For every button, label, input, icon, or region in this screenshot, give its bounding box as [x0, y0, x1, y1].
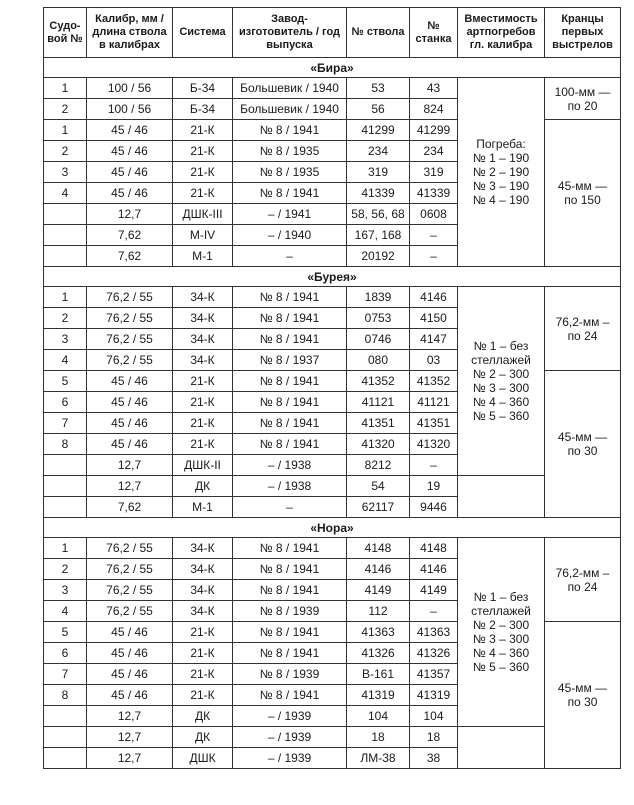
- cell-manufacturer: № 8 / 1935: [233, 162, 347, 183]
- cell-system: 21-К: [173, 141, 233, 162]
- cell-ship-number: 1: [44, 287, 87, 308]
- cell-barrel-number: 8212: [347, 455, 410, 476]
- cell-mount-number: 4147: [410, 329, 458, 350]
- cell-ship-number: [44, 706, 87, 727]
- cell-ready-ammo-main: 100-мм — по 20: [545, 78, 621, 120]
- cell-ready-ammo-secondary: 45-мм — по 30: [545, 622, 621, 769]
- cell-caliber: 45 / 46: [87, 392, 173, 413]
- cell-barrel-number: 62117: [347, 497, 410, 518]
- cell-mount-number: 03: [410, 350, 458, 371]
- cell-caliber: 76,2 / 55: [87, 350, 173, 371]
- cell-caliber: 76,2 / 55: [87, 601, 173, 622]
- cell-caliber: 100 / 56: [87, 99, 173, 120]
- cell-ship-number: 1: [44, 120, 87, 141]
- cell-caliber: 45 / 46: [87, 434, 173, 455]
- cell-system: Б-34: [173, 78, 233, 99]
- cell-ship-number: 3: [44, 162, 87, 183]
- cell-caliber: 76,2 / 55: [87, 287, 173, 308]
- cell-system: ДК: [173, 727, 233, 748]
- cell-ship-number: 4: [44, 183, 87, 204]
- cell-caliber: 45 / 46: [87, 120, 173, 141]
- cell-caliber: 76,2 / 55: [87, 329, 173, 350]
- cell-mount-number: 4146: [410, 287, 458, 308]
- cell-system: 21-К: [173, 392, 233, 413]
- cell-caliber: 45 / 46: [87, 141, 173, 162]
- cell-barrel-number: 41352: [347, 371, 410, 392]
- cell-barrel-number: В-161: [347, 664, 410, 685]
- header-ship-number: Судо-вой №: [44, 8, 87, 58]
- cell-system: ДШК-II: [173, 455, 233, 476]
- cell-caliber: 45 / 46: [87, 643, 173, 664]
- cell-system: ДК: [173, 706, 233, 727]
- cell-ship-number: 8: [44, 434, 87, 455]
- cell-mount-number: 4148: [410, 538, 458, 559]
- cell-system: 21-К: [173, 371, 233, 392]
- cell-ship-number: 1: [44, 538, 87, 559]
- cell-ship-number: 1: [44, 78, 87, 99]
- cell-caliber: 45 / 46: [87, 183, 173, 204]
- cell-manufacturer: № 8 / 1941: [233, 643, 347, 664]
- cell-mount-number: 319: [410, 162, 458, 183]
- cell-mount-number: –: [410, 225, 458, 246]
- cell-barrel-number: 41351: [347, 413, 410, 434]
- cell-mount-number: 38: [410, 748, 458, 769]
- cell-system: 21-К: [173, 120, 233, 141]
- cell-mount-number: 41319: [410, 685, 458, 706]
- cell-ship-number: 5: [44, 622, 87, 643]
- cell-manufacturer: № 8 / 1941: [233, 413, 347, 434]
- header-caliber: Калибр, мм / длина ствола в калибрах: [87, 8, 173, 58]
- cell-manufacturer: – / 1939: [233, 727, 347, 748]
- cell-manufacturer: № 8 / 1941: [233, 580, 347, 601]
- cell-barrel-number: 319: [347, 162, 410, 183]
- cell-manufacturer: – / 1938: [233, 476, 347, 497]
- cell-manufacturer: – / 1938: [233, 455, 347, 476]
- section-row: [44, 518, 621, 538]
- cell-caliber: 45 / 46: [87, 622, 173, 643]
- cell-system: 21-К: [173, 664, 233, 685]
- cell-manufacturer: № 8 / 1941: [233, 329, 347, 350]
- cell-caliber: 7,62: [87, 225, 173, 246]
- cell-ship-number: [44, 476, 87, 497]
- cell-system: 34-К: [173, 308, 233, 329]
- cell-mount-number: –: [410, 246, 458, 267]
- cell-caliber: 45 / 46: [87, 162, 173, 183]
- cell-mount-number: 234: [410, 141, 458, 162]
- cell-manufacturer: № 8 / 1941: [233, 538, 347, 559]
- cell-ready-ammo-secondary: 45-мм — по 150: [545, 120, 621, 267]
- cell-barrel-number: 080: [347, 350, 410, 371]
- cell-barrel-number: 53: [347, 78, 410, 99]
- cell-ship-number: 4: [44, 601, 87, 622]
- cell-barrel-number: 41320: [347, 434, 410, 455]
- cell-ship-number: [44, 727, 87, 748]
- cell-ship-number: 2: [44, 141, 87, 162]
- cell-ship-number: 3: [44, 329, 87, 350]
- cell-manufacturer: Большевик / 1940: [233, 99, 347, 120]
- cell-barrel-number: 41319: [347, 685, 410, 706]
- cell-magazine-capacity: № 1 – без стеллажей № 2 – 300 № 3 – 300 № 4 – 360 № 5 – 360: [458, 538, 545, 727]
- cell-system: 34-К: [173, 329, 233, 350]
- cell-empty: [458, 727, 545, 769]
- cell-caliber: 76,2 / 55: [87, 559, 173, 580]
- cell-system: 21-К: [173, 183, 233, 204]
- cell-manufacturer: Большевик / 1940: [233, 78, 347, 99]
- cell-ship-number: [44, 225, 87, 246]
- cell-barrel-number: 56: [347, 99, 410, 120]
- cell-ready-ammo-main: 76,2-мм – по 24: [545, 538, 621, 622]
- cell-manufacturer: – / 1939: [233, 748, 347, 769]
- cell-manufacturer: № 8 / 1941: [233, 685, 347, 706]
- cell-mount-number: 19: [410, 476, 458, 497]
- cell-mount-number: 41351: [410, 413, 458, 434]
- cell-system: 21-К: [173, 685, 233, 706]
- section-title: «Нора»: [44, 518, 621, 538]
- cell-manufacturer: № 8 / 1941: [233, 183, 347, 204]
- cell-system: 34-К: [173, 538, 233, 559]
- cell-mount-number: 41299: [410, 120, 458, 141]
- cell-system: 21-К: [173, 162, 233, 183]
- cell-caliber: 76,2 / 55: [87, 580, 173, 601]
- cell-system: М-1: [173, 497, 233, 518]
- cell-barrel-number: 4146: [347, 559, 410, 580]
- cell-system: ДК: [173, 476, 233, 497]
- cell-ship-number: 6: [44, 643, 87, 664]
- table-row: [44, 727, 621, 748]
- section-row: [44, 267, 621, 287]
- cell-barrel-number: 234: [347, 141, 410, 162]
- cell-ship-number: [44, 204, 87, 225]
- cell-manufacturer: № 8 / 1941: [233, 308, 347, 329]
- header-system: Система: [173, 8, 233, 58]
- cell-caliber: 7,62: [87, 246, 173, 267]
- cell-caliber: 12,7: [87, 204, 173, 225]
- cell-caliber: 45 / 46: [87, 371, 173, 392]
- cell-manufacturer: № 8 / 1935: [233, 141, 347, 162]
- cell-barrel-number: 58, 56, 68: [347, 204, 410, 225]
- header-ready-ammo: Кранцы первых выстрелов: [545, 8, 621, 58]
- cell-barrel-number: 112: [347, 601, 410, 622]
- cell-ready-ammo-main: 76,2-мм – по 24: [545, 287, 621, 371]
- header-mount-number: № станка: [410, 8, 458, 58]
- cell-mount-number: 104: [410, 706, 458, 727]
- cell-barrel-number: 167, 168: [347, 225, 410, 246]
- cell-caliber: 45 / 46: [87, 413, 173, 434]
- cell-barrel-number: 41339: [347, 183, 410, 204]
- cell-caliber: 45 / 46: [87, 664, 173, 685]
- cell-caliber: 12,7: [87, 748, 173, 769]
- cell-magazine-capacity: Погреба: № 1 – 190 № 2 – 190 № 3 – 190 № 4 – 190: [458, 78, 545, 267]
- cell-caliber: 12,7: [87, 706, 173, 727]
- cell-manufacturer: № 8 / 1941: [233, 392, 347, 413]
- cell-manufacturer: – / 1940: [233, 225, 347, 246]
- cell-system: 34-К: [173, 559, 233, 580]
- cell-mount-number: 41339: [410, 183, 458, 204]
- cell-ship-number: 5: [44, 371, 87, 392]
- cell-system: 34-К: [173, 350, 233, 371]
- cell-caliber: 45 / 46: [87, 685, 173, 706]
- cell-system: 34-К: [173, 287, 233, 308]
- table-row: [44, 538, 621, 559]
- cell-mount-number: 4149: [410, 580, 458, 601]
- cell-system: М-1: [173, 246, 233, 267]
- cell-manufacturer: № 8 / 1941: [233, 371, 347, 392]
- cell-barrel-number: 20192: [347, 246, 410, 267]
- cell-mount-number: 4150: [410, 308, 458, 329]
- table-row: [44, 287, 621, 308]
- cell-system: 21-К: [173, 643, 233, 664]
- cell-manufacturer: № 8 / 1941: [233, 559, 347, 580]
- cell-mount-number: 41357: [410, 664, 458, 685]
- cell-ship-number: 3: [44, 580, 87, 601]
- cell-system: 21-К: [173, 622, 233, 643]
- table-row: [44, 78, 621, 99]
- cell-manufacturer: – / 1939: [233, 706, 347, 727]
- section-title: «Бурея»: [44, 267, 621, 287]
- cell-ship-number: [44, 748, 87, 769]
- cell-ship-number: 7: [44, 664, 87, 685]
- section-row: [44, 58, 621, 78]
- cell-manufacturer: № 8 / 1941: [233, 434, 347, 455]
- cell-ready-ammo-secondary: 45-мм — по 30: [545, 371, 621, 518]
- cell-caliber: 12,7: [87, 455, 173, 476]
- cell-mount-number: 41320: [410, 434, 458, 455]
- cell-barrel-number: 41363: [347, 622, 410, 643]
- header-manufacturer: Завод-изготовитель / год выпуска: [233, 8, 347, 58]
- cell-mount-number: 41121: [410, 392, 458, 413]
- cell-magazine-capacity: № 1 – без стеллажей № 2 – 300 № 3 – 300 № 4 – 360 № 5 – 360: [458, 287, 545, 476]
- cell-caliber: 100 / 56: [87, 78, 173, 99]
- cell-barrel-number: 104: [347, 706, 410, 727]
- cell-barrel-number: 1839: [347, 287, 410, 308]
- cell-mount-number: 824: [410, 99, 458, 120]
- cell-ship-number: 6: [44, 392, 87, 413]
- cell-mount-number: 9446: [410, 497, 458, 518]
- cell-system: 34-К: [173, 580, 233, 601]
- cell-caliber: 12,7: [87, 727, 173, 748]
- cell-ship-number: [44, 246, 87, 267]
- section-title: «Бира»: [44, 58, 621, 78]
- cell-caliber: 76,2 / 55: [87, 308, 173, 329]
- cell-barrel-number: 41326: [347, 643, 410, 664]
- cell-barrel-number: 4148: [347, 538, 410, 559]
- cell-barrel-number: 4149: [347, 580, 410, 601]
- header-row: [44, 8, 621, 58]
- cell-ship-number: 2: [44, 308, 87, 329]
- cell-manufacturer: № 8 / 1941: [233, 120, 347, 141]
- cell-system: ДШК: [173, 748, 233, 769]
- cell-system: М-IV: [173, 225, 233, 246]
- header-barrel-number: № ствола: [347, 8, 410, 58]
- table-row: [44, 476, 621, 497]
- cell-system: ДШК-III: [173, 204, 233, 225]
- cell-mount-number: 18: [410, 727, 458, 748]
- cell-manufacturer: – / 1941: [233, 204, 347, 225]
- cell-mount-number: 41326: [410, 643, 458, 664]
- cell-manufacturer: № 8 / 1937: [233, 350, 347, 371]
- cell-barrel-number: 0746: [347, 329, 410, 350]
- cell-barrel-number: 18: [347, 727, 410, 748]
- cell-manufacturer: № 8 / 1941: [233, 622, 347, 643]
- cell-system: 21-К: [173, 434, 233, 455]
- cell-caliber: 12,7: [87, 476, 173, 497]
- cell-mount-number: 43: [410, 78, 458, 99]
- cell-manufacturer: –: [233, 497, 347, 518]
- cell-mount-number: –: [410, 455, 458, 476]
- cell-barrel-number: 41299: [347, 120, 410, 141]
- cell-system: 34-К: [173, 601, 233, 622]
- cell-mount-number: –: [410, 601, 458, 622]
- cell-mount-number: 4146: [410, 559, 458, 580]
- header-magazine-capacity: Вместимость артпогребов гл. калибра: [458, 8, 545, 58]
- cell-mount-number: 0608: [410, 204, 458, 225]
- cell-ship-number: 7: [44, 413, 87, 434]
- armament-table: [43, 7, 621, 769]
- cell-manufacturer: № 8 / 1939: [233, 601, 347, 622]
- cell-manufacturer: № 8 / 1941: [233, 287, 347, 308]
- cell-barrel-number: 0753: [347, 308, 410, 329]
- cell-ship-number: 4: [44, 350, 87, 371]
- cell-manufacturer: –: [233, 246, 347, 267]
- cell-mount-number: 41352: [410, 371, 458, 392]
- cell-caliber: 7,62: [87, 497, 173, 518]
- cell-manufacturer: № 8 / 1939: [233, 664, 347, 685]
- cell-empty: [458, 476, 545, 518]
- cell-ship-number: 8: [44, 685, 87, 706]
- cell-system: 21-К: [173, 413, 233, 434]
- cell-ship-number: [44, 497, 87, 518]
- cell-barrel-number: 54: [347, 476, 410, 497]
- cell-caliber: 76,2 / 55: [87, 538, 173, 559]
- cell-mount-number: 41363: [410, 622, 458, 643]
- cell-barrel-number: 41121: [347, 392, 410, 413]
- cell-ship-number: 2: [44, 99, 87, 120]
- cell-ship-number: [44, 455, 87, 476]
- cell-barrel-number: ЛМ-38: [347, 748, 410, 769]
- cell-ship-number: 2: [44, 559, 87, 580]
- cell-system: Б-34: [173, 99, 233, 120]
